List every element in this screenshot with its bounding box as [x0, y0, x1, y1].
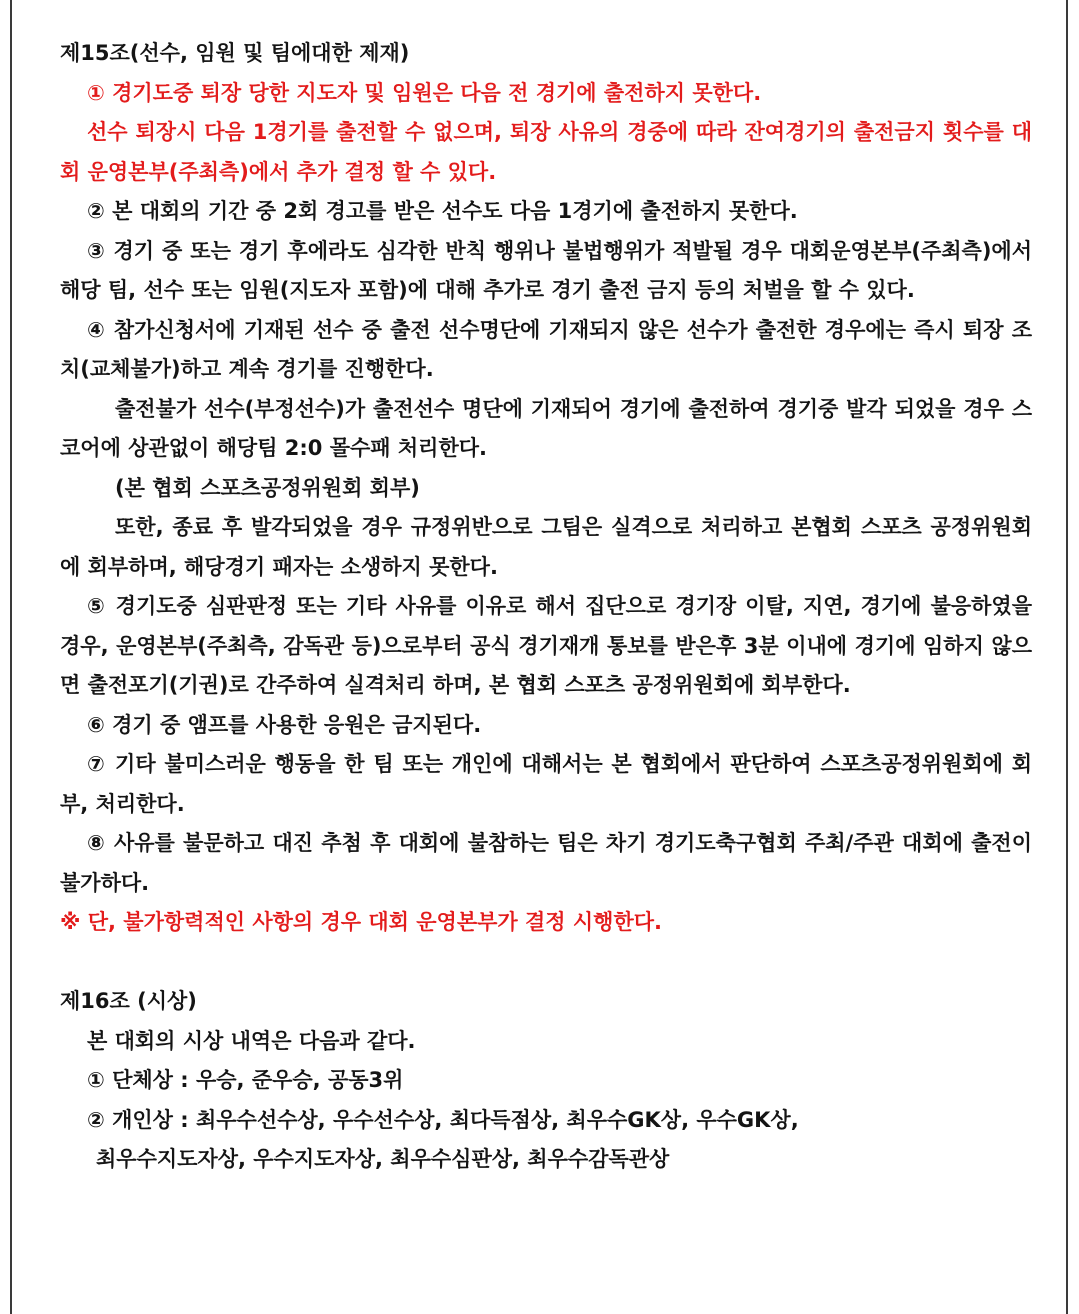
article-16-individual-awards-continued: 최우수지도자상, 우수지도자상, 최우수심판상, 최우수감독관상 [96, 1147, 670, 1171]
article-15-clause-7: ⑦ 기타 불미스러운 행동을 한 팀 또는 개인에 대해서는 본 협회에서 판단하여 스포츠공정위원회에 회부, 처리한다. [60, 752, 1032, 816]
article-15-force-majeure-note: ※ 단, 불가항력적인 사항의 경우 대회 운영본부가 결정 시행한다. [60, 910, 663, 934]
article-15-clause-4-ineligible-player: 출전불가 선수(부정선수)가 출전선수 명단에 기재되어 경기에 출전하여 경기중 발각 되었을 경우 스코어에 상관없이 해당팀 2:0 몰수패 처리한다. [60, 396, 1032, 460]
article-15-clause-4: ④ 참가신청서에 기재된 선수 중 출전 선수명단에 기재되지 않은 선수가 출전한 경우에는 즉시 퇴장 조치(교체불가)하고 계속 경기를 진행한다. [60, 317, 1032, 381]
document-content [60, 34, 1032, 1180]
article-15-clause-8: ⑧ 사유를 불문하고 대진 추첨 후 대회에 불참하는 팀은 차기 경기도축구협회 주최/주관 대회에 출전이 불가하다. [60, 831, 1032, 895]
article-15-title: 제15조(선수, 임원 및 팀에대한 제재) [60, 41, 410, 65]
article-15-clause-1-player-ejection: 선수 퇴장시 다음 1경기를 출전할 수 없으며, 퇴장 사유의 경중에 따라 잔여경기의 출전금지 횟수를 대회 운영본부(주최측)에서 추가 결정 할 수 있다. [60, 120, 1032, 184]
article-15-clause-6: ⑥ 경기 중 앰프를 사용한 응원은 금지된다. [87, 712, 482, 737]
section-gap [60, 943, 1032, 983]
page-left-border [10, 0, 12, 1314]
article-15-clause-4-referral-note: (본 협회 스포츠공정위원회 회부) [115, 475, 420, 500]
article-15-clause-1: ① 경기도중 퇴장 당한 지도자 및 임원은 다음 전 경기에 출전하지 못한다. [87, 80, 762, 105]
article-15-clause-2: ② 본 대회의 기간 중 2회 경고를 받은 선수도 다음 1경기에 출전하지 못한다. [87, 199, 798, 223]
article-15-clause-3: ③ 경기 중 또는 경기 후에라도 심각한 반칙 행위나 불법행위가 적발될 경우 대회운영본부(주최측)에서 해당 팀, 선수 또는 임원(지도자 포함)에 대해 추가로 경기 출전 금지 등의 처벌을 할 수 있다. [60, 238, 1032, 302]
article-16-individual-awards: ② 개인상 : 최우수선수상, 우수선수상, 최다득점상, 최우수GK상, 우수GK상, [87, 1107, 799, 1132]
article-16-intro: 본 대회의 시상 내역은 다음과 같다. [87, 1028, 416, 1053]
article-16-team-awards: ① 단체상 : 우승, 준우승, 공동3위 [87, 1068, 404, 1092]
article-16-title: 제16조 (시상) [60, 989, 197, 1013]
article-15-clause-5: ⑤ 경기도중 심판판정 또는 기타 사유를 이유로 해서 집단으로 경기장 이탈, 지연, 경기에 불응하였을 경우, 운영본부(주최측, 감독관 등)으로부터 공식 경기재개 통보를 받은후 3분 이내에 경기에 임하지 않으면 출전포기(기권)로 간주하여 실격처리 하며, 본 협회 스포츠 공정위원회에 회부한다. [60, 594, 1032, 697]
page-right-border [1066, 0, 1068, 1314]
article-15-clause-4-post-match: 또한, 종료 후 발각되었을 경우 규정위반으로 그팀은 실격으로 처리하고 본협회 스포츠 공정위원회에 회부하며, 해당경기 패자는 소생하지 못한다. [60, 515, 1032, 579]
